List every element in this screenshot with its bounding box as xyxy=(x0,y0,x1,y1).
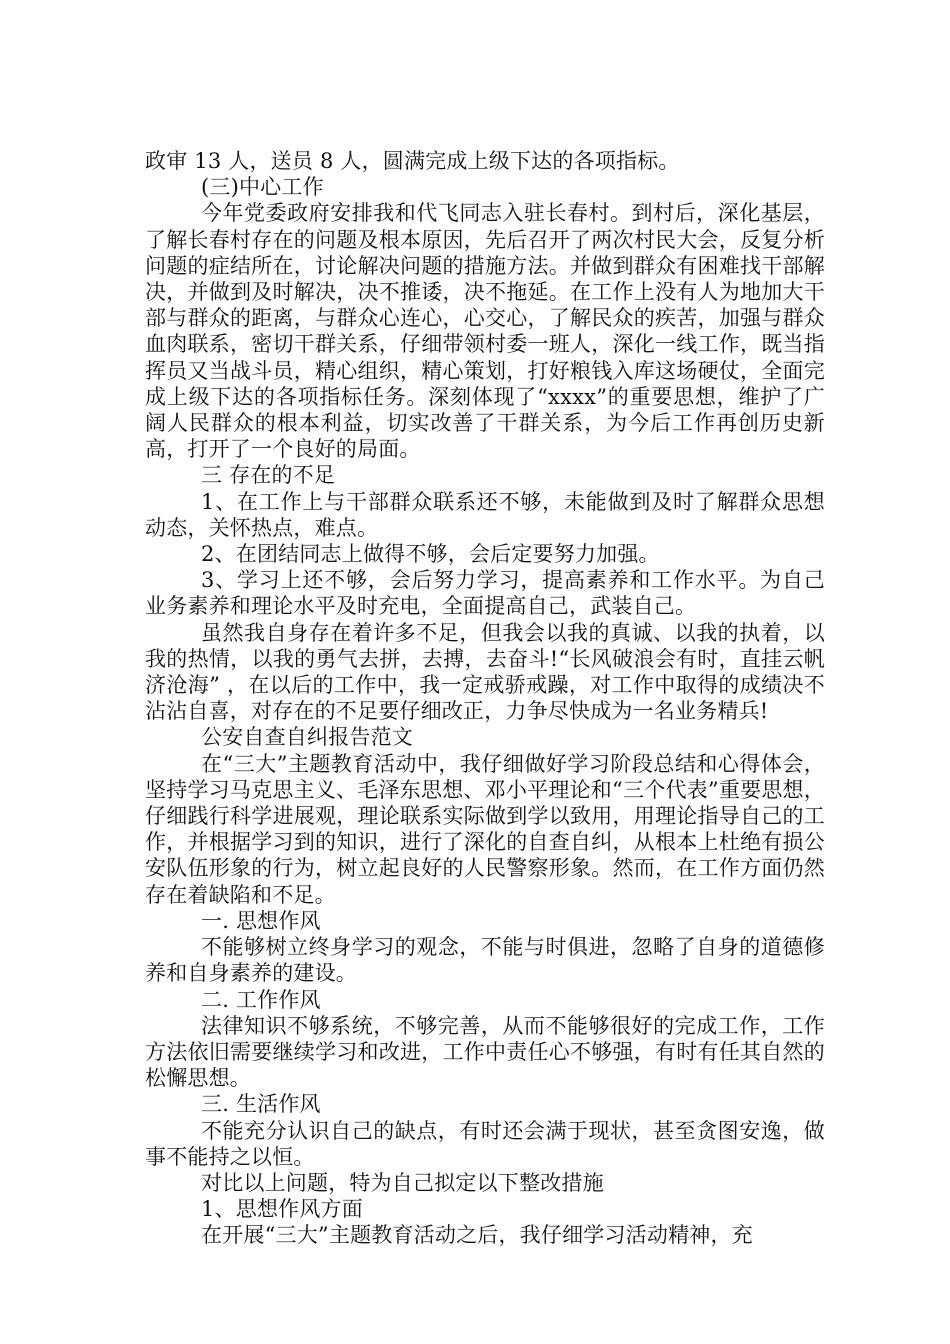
paragraph: 对比以上问题，特为自己拟定以下整改措施 xyxy=(201,1170,604,1195)
paragraph: 法律知识不够系统，不够完善，从而不能够很好的完成工作，工作方法依旧需要继续学习和改进，工作中责任心不够强，有时有任其自然的松懈思想。 xyxy=(145,1013,825,1091)
paragraph: 公安自查自纠报告范文 xyxy=(201,725,413,750)
paragraph: 三 存在的不足 xyxy=(201,463,336,488)
paragraph: (三)中心工作 xyxy=(201,175,324,200)
paragraph: 1、在工作上与干部群众联系还不够，未能做到及时了解群众思想动态，关怀热点，难点。 xyxy=(145,489,825,540)
paragraph: 1、思想作风方面 xyxy=(201,1197,363,1222)
paragraph: 一. 思想作风 xyxy=(201,908,321,933)
paragraph: 虽然我自身存在着许多不足，但我会以我的真诚、以我的执着，以我的热情，以我的勇气去拼，去搏，去奋斗!“长风破浪会有时，直挂云帆济沧海” ，在以后的工作中，我一定戒骄戒躁，对工作中取得的成绩决不沾沾自喜，对存在的不足要仔细改正，力争尽快成为一名业务精兵! xyxy=(145,620,825,724)
paragraph: 政审 13 人，送员 8 人，圆满完成上级下达的各项指标。 xyxy=(145,149,680,173)
paragraph: 二. 工作作风 xyxy=(201,987,321,1012)
paragraph: 在“三大”主题教育活动中，我仔细做好学习阶段总结和心得体会，坚持学习马克思主义、毛泽东思想、邓小平理论和“三个代表”重要思想，仔细践行科学进展观，理论联系实际做到学以致用，用理论指导自己的工作，并根据学习到的知识，进行了深化的自查自纠，从根本上杜绝有损公安队伍形象的行为，树立起良好的人民警察形象。然而，在工作方面仍然存在着缺陷和不足。 xyxy=(145,751,825,907)
paragraph: 不能够树立终身学习的观念，不能与时俱进，忽略了自身的道德修养和自身素养的建设。 xyxy=(145,935,825,986)
paragraph: 不能充分认识自己的缺点，有时还会满于现状，甚至贪图安逸，做事不能持之以恒。 xyxy=(145,1118,825,1169)
paragraph: 三. 生活作风 xyxy=(201,1092,321,1117)
paragraph: 3、学习上还不够，会后努力学习，提高素养和工作水平。为自己业务素养和理论水平及时充电，全面提高自己，武装自己。 xyxy=(145,568,825,619)
document-body xyxy=(145,148,825,1249)
paragraph: 在开展“三大”主题教育活动之后，我仔细学习活动精神，充 xyxy=(201,1223,753,1248)
paragraph: 2、在团结同志上做得不够，会后定要努力加强。 xyxy=(201,542,660,567)
paragraph: 今年党委政府安排我和代飞同志入驻长春村。到村后，深化基层，了解长春村存在的问题及根本原因，先后召开了两次村民大会，反复分析问题的症结所在，讨论解决问题的措施方法。并做到群众有困难找干部解决，并做到及时解决，决不推诿，决不拖延。在工作上没有人为地加大干部与群众的距离，与群众心连心，心交心，了解民众的疾苦，加强与群众血肉联系，密切干群关系，仔细带领村委一班人，深化一线工作，既当指挥员又当战斗员，精心组织，精心策划，打好粮钱入库这场硬仗，全面完成上级下达的各项指标任务。深刻体现了“xxxx”的重要思想，维护了广阔人民群众的根本利益，切实改善了干群关系，为今后工作再创历史新高，打开了一个良好的局面。 xyxy=(145,201,825,462)
